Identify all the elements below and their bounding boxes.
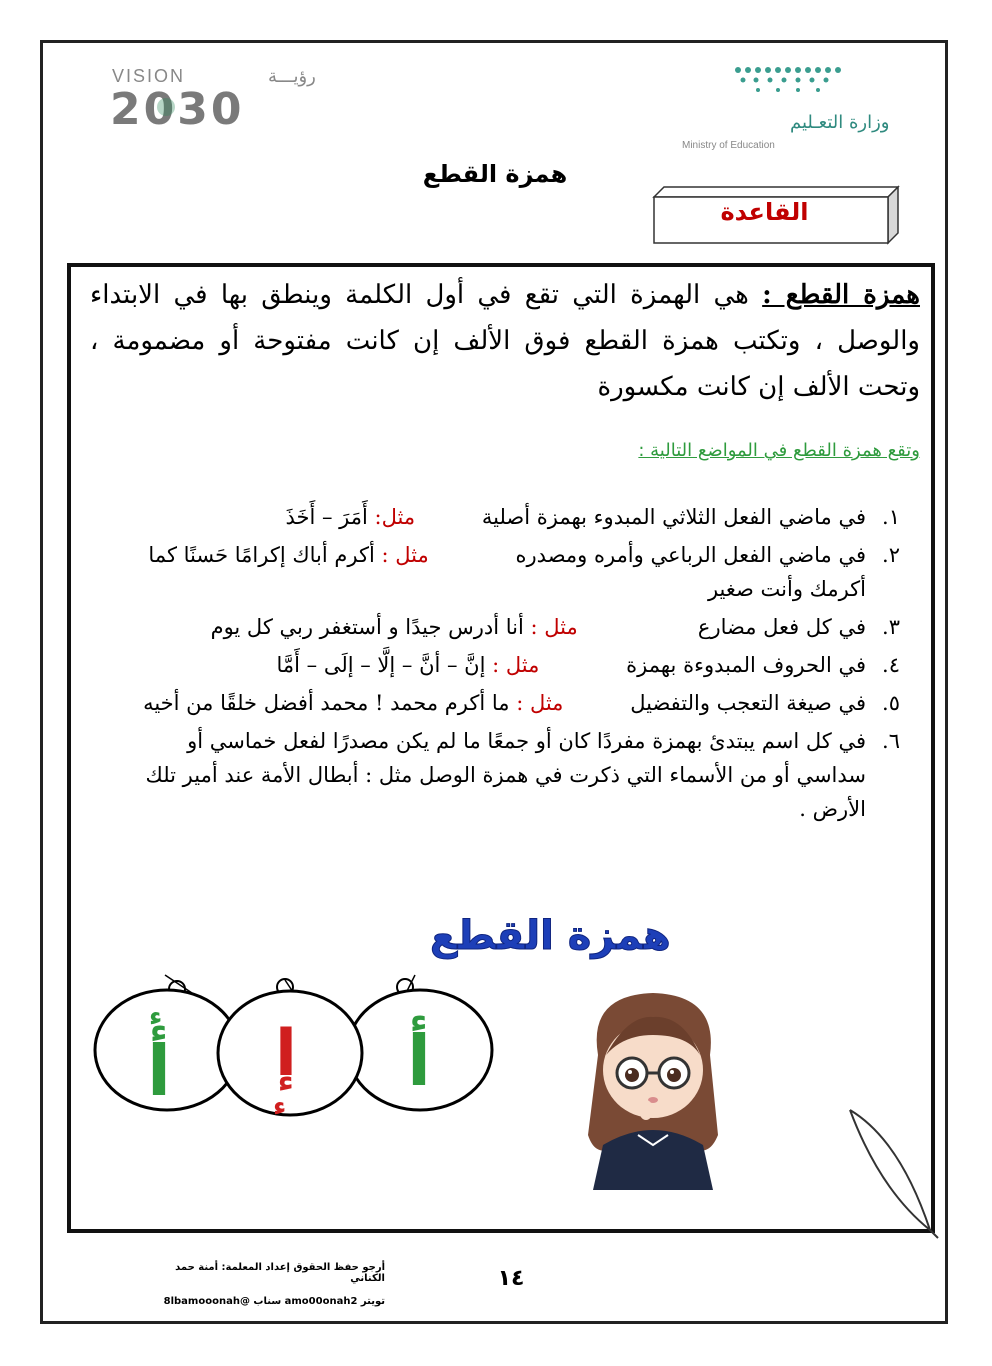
item-number: ٥. bbox=[882, 691, 900, 715]
illustration-title-text: همزة القطع bbox=[430, 913, 671, 959]
item-number: ٣. bbox=[882, 615, 900, 639]
example-label: مثل: bbox=[374, 505, 416, 529]
page-title: همزة القطع bbox=[422, 160, 568, 188]
vision-arabic-text: رؤيـــة bbox=[268, 66, 316, 87]
balloon-center-small: ء bbox=[273, 1092, 287, 1122]
moe-dots-icon bbox=[735, 67, 841, 92]
item-text: في كل اسم يبتدئ بهمزة مفردًا كان أو جمعًا ما لم يكن مصدرًا لفعل خماسي أو سداسي أو من الأسماء التي ذكرت في همزة الوصل مثل : أبطال الأمة عند أمير تلك الأرض . bbox=[145, 729, 866, 821]
item-text: في الحروف المبدوءة بهمزة bbox=[626, 653, 866, 677]
example-label: مثل : bbox=[530, 615, 578, 639]
rule-label: القاعدة bbox=[720, 198, 809, 226]
positions-heading: وتقع همزة القطع في المواضع التالية : bbox=[638, 440, 920, 461]
definition-paragraph bbox=[90, 272, 920, 410]
list-item bbox=[120, 648, 900, 682]
vision-2030-logo bbox=[108, 60, 316, 135]
cartoon-girl-illustration bbox=[568, 985, 738, 1195]
footer-credit: أرجو حفظ الحقوق إعداد المعلمة: أمنة حمد الكناني bbox=[175, 1262, 385, 1284]
list-item bbox=[120, 610, 900, 644]
balloon-right-letter: أ bbox=[407, 1020, 431, 1102]
ministry-of-education-logo bbox=[678, 58, 890, 158]
item-text: في ماضي الفعل الرباعي وأمره ومصدره bbox=[515, 543, 866, 567]
item-text: في صيغة التعجب والتفضيل bbox=[630, 691, 866, 715]
footer-social: تويتر amo00onah2 سناب @8lbamooonah bbox=[163, 1296, 385, 1307]
balloon-center-letter: إ bbox=[275, 1017, 297, 1091]
item-text: في ماضي الفعل الثلاثي المبدوء بهمزة أصلية bbox=[481, 505, 866, 529]
example-label: مثل : bbox=[516, 691, 564, 715]
list-item bbox=[120, 500, 900, 534]
definition-term: همزة القطع : bbox=[762, 280, 920, 310]
item-number: ٢. bbox=[882, 543, 900, 567]
balloon-left-small: ء bbox=[149, 1002, 163, 1032]
list-item bbox=[120, 686, 900, 720]
example-text: أَمَرَ – أَخَذَ bbox=[285, 505, 375, 529]
page-curl-decoration bbox=[840, 1100, 940, 1240]
illustration-title bbox=[100, 904, 671, 964]
moe-arabic-text: وزارة التعـليم bbox=[790, 112, 890, 133]
page-number: ١٤ bbox=[497, 1266, 525, 1291]
list-item bbox=[120, 724, 900, 826]
example-text: أكرم أباك إكرامًا حَسنًا كما أكرمك وأنت صغير bbox=[148, 543, 866, 601]
positions-list bbox=[120, 500, 900, 830]
example-text: ما أكرم محمد ! محمد أفضل خلقًا من أخيه bbox=[143, 691, 517, 715]
definition-text: هي الهمزة التي تقع في أول الكلمة وينطق بها في الابتداء والوصل ، وتكتب همزة القطع فوق الألف إن كانت مفتوحة أو مضمومة ، وتحت الألف إن كانت مكسورة bbox=[90, 280, 920, 402]
hamza-balloons-illustration bbox=[85, 975, 555, 1125]
moe-english-text: Ministry of Education bbox=[682, 140, 775, 151]
example-text: أنا أدرس جيدًا و أستغفر ربي كل يوم bbox=[210, 615, 531, 639]
item-number: ٦. bbox=[882, 729, 900, 753]
balloon-left-letter: أ bbox=[147, 1030, 171, 1112]
item-text: في كل فعل مضارع bbox=[697, 615, 866, 639]
list-item bbox=[120, 538, 900, 606]
example-text: إنَّ – أنَّ – إلَّا – إلَى – أَمَّا bbox=[276, 653, 493, 677]
example-label: مثل : bbox=[381, 543, 429, 567]
item-number: ٤. bbox=[882, 653, 900, 677]
example-label: مثل : bbox=[492, 653, 540, 677]
vision-year-text: 2030 bbox=[110, 84, 245, 135]
vision-latin-text: VISION bbox=[112, 66, 186, 86]
item-number: ١. bbox=[882, 505, 900, 529]
